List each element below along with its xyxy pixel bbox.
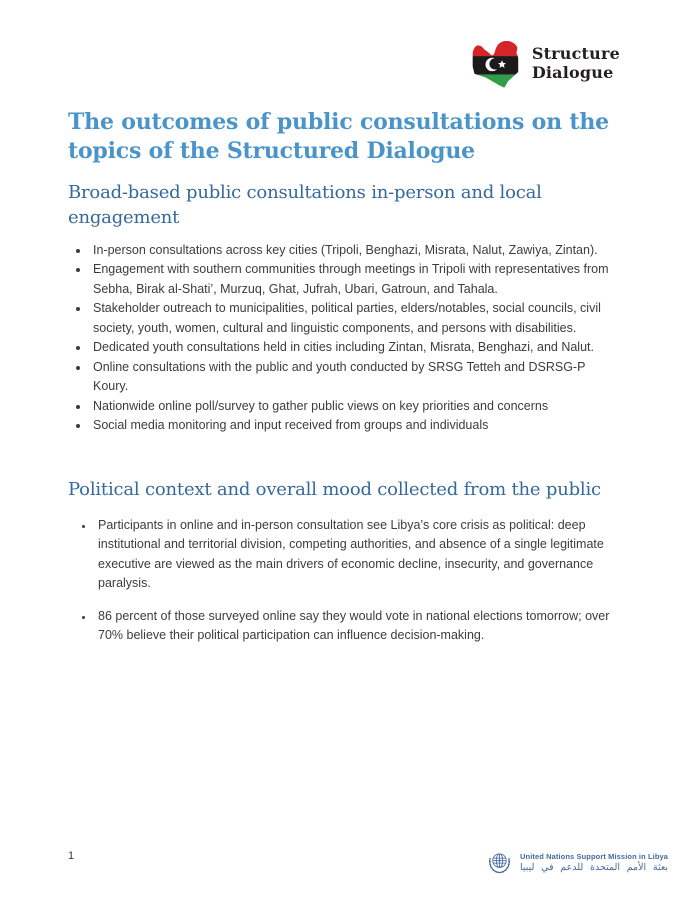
consultations-bullet-list — [68, 241, 618, 436]
political-context-bullet-list — [68, 516, 618, 646]
list-item: • Online consultations with the public and youth conducted by SRSG Tetteh and DSRSG-P Koury. — [90, 358, 618, 397]
un-emblem-icon — [486, 849, 513, 876]
list-item: • Participants in online and in-person consultation see Libya’s core crisis as political: deep institutional and territorial division, competing authorities, and absence of a single legitimate executive are viewed as the main drivers of economic decline, insecurity, and governance paralysis. — [94, 516, 618, 594]
list-item: • Engagement with southern communities through meetings in Tripoli with representatives from Sebha, Birak al-Shati’, Murzuq, Ghat, Jufrah, Ubari, Gatroun, and Tahala. — [90, 260, 618, 299]
list-item: • Social media monitoring and input received from groups and individuals — [90, 416, 618, 436]
section-heading-political-context: Political context and overall mood collected from the public — [68, 478, 601, 500]
section-political-context — [68, 478, 618, 646]
page-number: 1 — [68, 850, 75, 862]
list-item: • 86 percent of those surveyed online say they would vote in national elections tomorrow; over 70% believe their political participation can influence decision-making. — [94, 607, 618, 646]
list-item: • Nationwide online poll/survey to gather public views on key priorities and concerns — [90, 397, 618, 417]
libya-flag-map-icon — [467, 38, 523, 90]
document-title: The outcomes of public consultations on the topics of the Structured Dialogue — [68, 109, 609, 165]
section-heading-consultations: Broad-based public consultations in-person and local engagement — [68, 182, 542, 228]
section-consultations — [68, 181, 618, 436]
brand-name-line2: Dialogue — [531, 63, 614, 82]
unsmil-name-english: United Nations Support Mission in Libya — [520, 852, 669, 861]
unsmil-name-arabic: بعثة الأمم المتحدة للدعم في ليبيا — [520, 862, 669, 873]
brand-name — [532, 45, 620, 83]
list-item: • Dedicated youth consultations held in cities including Zintan, Misrata, Benghazi, and Nalut. — [90, 338, 618, 358]
brand-name-line1: Structure — [531, 44, 620, 64]
document-body — [68, 108, 618, 659]
unsmil-mission-name — [520, 852, 668, 873]
list-item: • In-person consultations across key cities (Tripoli, Benghazi, Misrata, Nalut, Zawiya, Zintan). — [90, 241, 618, 261]
list-item: • Stakeholder outreach to municipalities, political parties, elders/notables, social councils, civil society, youth, women, cultural and linguistic components, and persons with disabilities. — [90, 299, 618, 338]
unsmil-footer-logo — [486, 849, 668, 876]
structure-dialogue-logo — [467, 38, 620, 90]
